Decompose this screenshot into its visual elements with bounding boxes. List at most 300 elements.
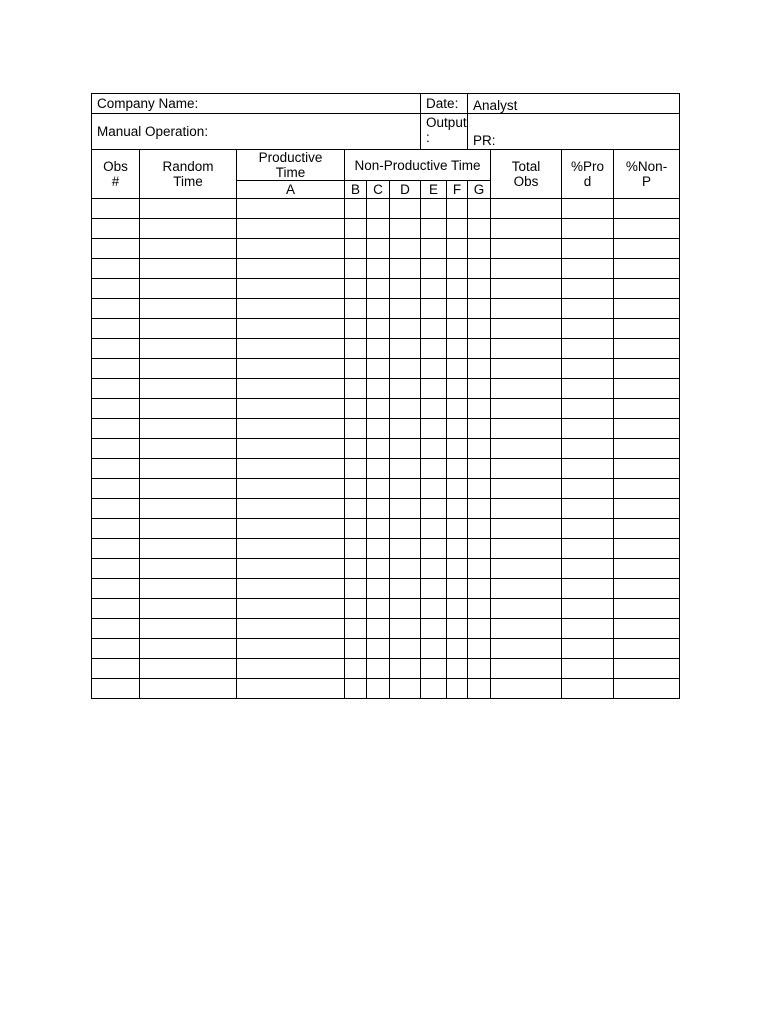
table-cell[interactable] [237, 579, 345, 599]
table-cell[interactable] [390, 419, 421, 439]
table-cell[interactable] [92, 579, 140, 599]
table-cell[interactable] [421, 579, 447, 599]
table-cell[interactable] [562, 419, 614, 439]
table-cell[interactable] [390, 339, 421, 359]
table-cell[interactable] [390, 359, 421, 379]
table-cell[interactable] [367, 319, 390, 339]
table-cell[interactable] [614, 279, 680, 299]
table-cell[interactable] [237, 459, 345, 479]
table-cell[interactable] [491, 419, 562, 439]
table-cell[interactable] [140, 539, 237, 559]
table-cell[interactable] [92, 419, 140, 439]
table-cell[interactable] [491, 519, 562, 539]
table-cell[interactable] [562, 479, 614, 499]
table-cell[interactable] [345, 459, 367, 479]
table-cell[interactable] [345, 679, 367, 699]
table-cell[interactable] [562, 439, 614, 459]
table-cell[interactable] [447, 479, 468, 499]
output-cell[interactable] [421, 114, 468, 150]
table-cell[interactable] [491, 499, 562, 519]
table-cell[interactable] [92, 279, 140, 299]
table-cell[interactable] [491, 439, 562, 459]
table-cell[interactable] [614, 239, 680, 259]
table-cell[interactable] [140, 419, 237, 439]
table-cell[interactable] [237, 339, 345, 359]
table-cell[interactable] [367, 439, 390, 459]
table-cell[interactable] [491, 679, 562, 699]
table-cell[interactable] [390, 439, 421, 459]
table-cell[interactable] [237, 639, 345, 659]
table-cell[interactable] [491, 279, 562, 299]
table-cell[interactable] [491, 539, 562, 559]
table-cell[interactable] [237, 679, 345, 699]
table-cell[interactable] [468, 539, 491, 559]
table-cell[interactable] [367, 519, 390, 539]
table-cell[interactable] [447, 459, 468, 479]
table-cell[interactable] [367, 199, 390, 219]
table-cell[interactable] [140, 299, 237, 319]
table-cell[interactable] [345, 579, 367, 599]
table-cell[interactable] [491, 199, 562, 219]
table-cell[interactable] [421, 519, 447, 539]
table-cell[interactable] [491, 579, 562, 599]
table-cell[interactable] [421, 619, 447, 639]
table-cell[interactable] [140, 399, 237, 419]
table-cell[interactable] [345, 339, 367, 359]
table-cell[interactable] [367, 499, 390, 519]
table-cell[interactable] [140, 679, 237, 699]
table-cell[interactable] [237, 299, 345, 319]
table-cell[interactable] [140, 219, 237, 239]
table-cell[interactable] [614, 599, 680, 619]
table-cell[interactable] [345, 539, 367, 559]
table-cell[interactable] [562, 399, 614, 419]
table-cell[interactable] [447, 539, 468, 559]
table-cell[interactable] [390, 319, 421, 339]
table-cell[interactable] [447, 219, 468, 239]
table-cell[interactable] [447, 199, 468, 219]
table-cell[interactable] [92, 219, 140, 239]
table-cell[interactable] [421, 319, 447, 339]
table-cell[interactable] [614, 219, 680, 239]
table-cell[interactable] [562, 579, 614, 599]
table-cell[interactable] [237, 359, 345, 379]
table-cell[interactable] [237, 499, 345, 519]
table-cell[interactable] [468, 519, 491, 539]
table-cell[interactable] [367, 359, 390, 379]
table-cell[interactable] [345, 479, 367, 499]
table-cell[interactable] [614, 559, 680, 579]
table-cell[interactable] [614, 639, 680, 659]
table-cell[interactable] [421, 339, 447, 359]
table-cell[interactable] [367, 459, 390, 479]
table-cell[interactable] [447, 619, 468, 639]
table-cell[interactable] [614, 439, 680, 459]
table-cell[interactable] [237, 319, 345, 339]
company-name-cell[interactable] [92, 94, 421, 114]
table-cell[interactable] [562, 379, 614, 399]
table-cell[interactable] [140, 519, 237, 539]
table-cell[interactable] [562, 459, 614, 479]
table-cell[interactable] [345, 359, 367, 379]
table-cell[interactable] [390, 619, 421, 639]
table-cell[interactable] [491, 299, 562, 319]
table-cell[interactable] [390, 259, 421, 279]
table-cell[interactable] [421, 679, 447, 699]
table-cell[interactable] [140, 599, 237, 619]
table-cell[interactable] [140, 379, 237, 399]
table-cell[interactable] [140, 439, 237, 459]
table-cell[interactable] [92, 599, 140, 619]
table-cell[interactable] [468, 239, 491, 259]
table-cell[interactable] [421, 539, 447, 559]
table-cell[interactable] [237, 599, 345, 619]
table-cell[interactable] [614, 519, 680, 539]
table-cell[interactable] [140, 639, 237, 659]
table-cell[interactable] [390, 639, 421, 659]
table-cell[interactable] [345, 619, 367, 639]
table-cell[interactable] [614, 419, 680, 439]
table-cell[interactable] [468, 219, 491, 239]
table-cell[interactable] [421, 459, 447, 479]
table-cell[interactable] [468, 419, 491, 439]
table-cell[interactable] [447, 319, 468, 339]
table-cell[interactable] [562, 299, 614, 319]
table-cell[interactable] [390, 219, 421, 239]
table-cell[interactable] [421, 259, 447, 279]
table-cell[interactable] [614, 659, 680, 679]
table-cell[interactable] [92, 439, 140, 459]
table-cell[interactable] [447, 519, 468, 539]
table-cell[interactable] [367, 639, 390, 659]
table-cell[interactable] [237, 659, 345, 679]
table-cell[interactable] [491, 459, 562, 479]
table-cell[interactable] [390, 399, 421, 419]
table-cell[interactable] [421, 379, 447, 399]
table-cell[interactable] [447, 359, 468, 379]
table-cell[interactable] [468, 479, 491, 499]
table-cell[interactable] [491, 219, 562, 239]
table-cell[interactable] [468, 199, 491, 219]
table-cell[interactable] [237, 379, 345, 399]
table-cell[interactable] [447, 499, 468, 519]
table-cell[interactable] [140, 579, 237, 599]
table-cell[interactable] [468, 579, 491, 599]
table-cell[interactable] [390, 539, 421, 559]
table-cell[interactable] [614, 199, 680, 219]
analyst-cell[interactable] [468, 94, 680, 114]
table-cell[interactable] [491, 239, 562, 259]
table-cell[interactable] [390, 379, 421, 399]
table-cell[interactable] [447, 399, 468, 419]
table-cell[interactable] [468, 499, 491, 519]
table-cell[interactable] [447, 599, 468, 619]
table-cell[interactable] [367, 299, 390, 319]
table-cell[interactable] [140, 479, 237, 499]
table-cell[interactable] [562, 339, 614, 359]
table-cell[interactable] [562, 199, 614, 219]
table-cell[interactable] [421, 239, 447, 259]
table-cell[interactable] [237, 219, 345, 239]
table-cell[interactable] [345, 259, 367, 279]
table-cell[interactable] [390, 239, 421, 259]
table-cell[interactable] [562, 279, 614, 299]
table-cell[interactable] [491, 479, 562, 499]
table-cell[interactable] [390, 659, 421, 679]
table-cell[interactable] [92, 239, 140, 259]
table-cell[interactable] [367, 339, 390, 359]
table-cell[interactable] [367, 559, 390, 579]
table-cell[interactable] [367, 239, 390, 259]
table-cell[interactable] [421, 439, 447, 459]
table-cell[interactable] [390, 499, 421, 519]
table-cell[interactable] [614, 319, 680, 339]
table-cell[interactable] [447, 639, 468, 659]
table-cell[interactable] [491, 619, 562, 639]
table-cell[interactable] [614, 539, 680, 559]
table-cell[interactable] [491, 599, 562, 619]
table-cell[interactable] [345, 599, 367, 619]
table-cell[interactable] [367, 539, 390, 559]
table-cell[interactable] [345, 639, 367, 659]
table-cell[interactable] [562, 499, 614, 519]
table-cell[interactable] [390, 199, 421, 219]
table-cell[interactable] [468, 359, 491, 379]
table-cell[interactable] [140, 619, 237, 639]
table-cell[interactable] [614, 379, 680, 399]
table-cell[interactable] [468, 459, 491, 479]
table-cell[interactable] [237, 419, 345, 439]
table-cell[interactable] [237, 559, 345, 579]
table-cell[interactable] [140, 359, 237, 379]
table-cell[interactable] [92, 619, 140, 639]
table-cell[interactable] [237, 259, 345, 279]
table-cell[interactable] [421, 559, 447, 579]
table-cell[interactable] [468, 679, 491, 699]
table-cell[interactable] [447, 339, 468, 359]
table-cell[interactable] [614, 299, 680, 319]
table-cell[interactable] [562, 539, 614, 559]
table-cell[interactable] [468, 259, 491, 279]
table-cell[interactable] [345, 659, 367, 679]
table-cell[interactable] [140, 259, 237, 279]
table-cell[interactable] [447, 419, 468, 439]
table-cell[interactable] [614, 479, 680, 499]
table-cell[interactable] [390, 459, 421, 479]
table-cell[interactable] [468, 659, 491, 679]
table-cell[interactable] [421, 639, 447, 659]
table-cell[interactable] [421, 479, 447, 499]
table-cell[interactable] [345, 239, 367, 259]
table-cell[interactable] [367, 679, 390, 699]
table-cell[interactable] [562, 659, 614, 679]
pr-cell[interactable] [468, 114, 680, 150]
table-cell[interactable] [447, 279, 468, 299]
table-cell[interactable] [92, 319, 140, 339]
table-cell[interactable] [562, 639, 614, 659]
table-cell[interactable] [614, 679, 680, 699]
table-cell[interactable] [421, 499, 447, 519]
table-cell[interactable] [92, 479, 140, 499]
table-cell[interactable] [92, 199, 140, 219]
table-cell[interactable] [468, 599, 491, 619]
table-cell[interactable] [367, 279, 390, 299]
table-cell[interactable] [92, 359, 140, 379]
table-cell[interactable] [345, 399, 367, 419]
table-cell[interactable] [367, 619, 390, 639]
table-cell[interactable] [92, 519, 140, 539]
table-cell[interactable] [237, 519, 345, 539]
table-cell[interactable] [390, 279, 421, 299]
table-cell[interactable] [614, 579, 680, 599]
table-cell[interactable] [491, 259, 562, 279]
table-cell[interactable] [367, 399, 390, 419]
table-cell[interactable] [367, 479, 390, 499]
table-cell[interactable] [447, 299, 468, 319]
table-cell[interactable] [390, 299, 421, 319]
table-cell[interactable] [491, 359, 562, 379]
table-cell[interactable] [92, 339, 140, 359]
table-cell[interactable] [345, 279, 367, 299]
table-cell[interactable] [345, 499, 367, 519]
table-cell[interactable] [421, 399, 447, 419]
table-cell[interactable] [491, 319, 562, 339]
table-cell[interactable] [92, 679, 140, 699]
table-cell[interactable] [468, 399, 491, 419]
table-cell[interactable] [468, 339, 491, 359]
table-cell[interactable] [614, 359, 680, 379]
table-cell[interactable] [447, 679, 468, 699]
table-cell[interactable] [491, 639, 562, 659]
table-cell[interactable] [367, 599, 390, 619]
table-cell[interactable] [421, 219, 447, 239]
table-cell[interactable] [367, 419, 390, 439]
table-cell[interactable] [140, 559, 237, 579]
table-cell[interactable] [562, 319, 614, 339]
table-cell[interactable] [92, 399, 140, 419]
table-cell[interactable] [421, 419, 447, 439]
table-cell[interactable] [421, 279, 447, 299]
table-cell[interactable] [92, 259, 140, 279]
table-cell[interactable] [421, 659, 447, 679]
table-cell[interactable] [92, 659, 140, 679]
table-cell[interactable] [92, 379, 140, 399]
table-cell[interactable] [562, 219, 614, 239]
table-cell[interactable] [367, 259, 390, 279]
table-cell[interactable] [92, 639, 140, 659]
table-cell[interactable] [468, 439, 491, 459]
table-cell[interactable] [140, 339, 237, 359]
table-cell[interactable] [562, 359, 614, 379]
table-cell[interactable] [562, 599, 614, 619]
table-cell[interactable] [614, 399, 680, 419]
table-cell[interactable] [447, 659, 468, 679]
table-cell[interactable] [345, 439, 367, 459]
table-cell[interactable] [447, 259, 468, 279]
table-cell[interactable] [367, 219, 390, 239]
table-cell[interactable] [468, 559, 491, 579]
table-cell[interactable] [447, 379, 468, 399]
table-cell[interactable] [367, 379, 390, 399]
table-cell[interactable] [447, 439, 468, 459]
table-cell[interactable] [562, 239, 614, 259]
table-cell[interactable] [562, 679, 614, 699]
table-cell[interactable] [614, 259, 680, 279]
table-cell[interactable] [390, 559, 421, 579]
table-cell[interactable] [390, 579, 421, 599]
table-cell[interactable] [491, 339, 562, 359]
table-cell[interactable] [345, 219, 367, 239]
table-cell[interactable] [421, 359, 447, 379]
table-cell[interactable] [140, 459, 237, 479]
table-cell[interactable] [447, 559, 468, 579]
table-cell[interactable] [140, 199, 237, 219]
table-cell[interactable] [92, 539, 140, 559]
table-cell[interactable] [237, 439, 345, 459]
table-cell[interactable] [345, 199, 367, 219]
table-cell[interactable] [614, 619, 680, 639]
table-cell[interactable] [237, 279, 345, 299]
table-cell[interactable] [140, 279, 237, 299]
table-cell[interactable] [390, 519, 421, 539]
table-cell[interactable] [92, 459, 140, 479]
table-cell[interactable] [491, 399, 562, 419]
table-cell[interactable] [421, 299, 447, 319]
table-cell[interactable] [468, 379, 491, 399]
table-cell[interactable] [237, 399, 345, 419]
table-cell[interactable] [345, 559, 367, 579]
table-cell[interactable] [140, 659, 237, 679]
table-cell[interactable] [491, 379, 562, 399]
table-cell[interactable] [345, 519, 367, 539]
table-cell[interactable] [345, 379, 367, 399]
table-cell[interactable] [390, 479, 421, 499]
table-cell[interactable] [614, 459, 680, 479]
table-cell[interactable] [421, 599, 447, 619]
table-cell[interactable] [491, 559, 562, 579]
table-cell[interactable] [447, 579, 468, 599]
table-cell[interactable] [390, 599, 421, 619]
table-cell[interactable] [140, 319, 237, 339]
table-cell[interactable] [468, 299, 491, 319]
table-cell[interactable] [367, 579, 390, 599]
table-cell[interactable] [614, 339, 680, 359]
table-cell[interactable] [562, 259, 614, 279]
table-cell[interactable] [92, 559, 140, 579]
table-cell[interactable] [614, 499, 680, 519]
manual-operation-cell[interactable] [92, 114, 421, 150]
date-cell[interactable] [421, 94, 468, 114]
table-cell[interactable] [562, 619, 614, 639]
table-cell[interactable] [447, 239, 468, 259]
table-cell[interactable] [140, 499, 237, 519]
table-cell[interactable] [491, 659, 562, 679]
table-cell[interactable] [562, 559, 614, 579]
table-cell[interactable] [92, 299, 140, 319]
table-cell[interactable] [468, 619, 491, 639]
table-cell[interactable] [345, 319, 367, 339]
table-cell[interactable] [345, 299, 367, 319]
table-cell[interactable] [345, 419, 367, 439]
table-cell[interactable] [562, 519, 614, 539]
table-cell[interactable] [237, 539, 345, 559]
table-cell[interactable] [237, 619, 345, 639]
table-cell[interactable] [367, 659, 390, 679]
table-cell[interactable] [421, 199, 447, 219]
table-cell[interactable] [237, 199, 345, 219]
table-cell[interactable] [237, 479, 345, 499]
table-cell[interactable] [468, 639, 491, 659]
